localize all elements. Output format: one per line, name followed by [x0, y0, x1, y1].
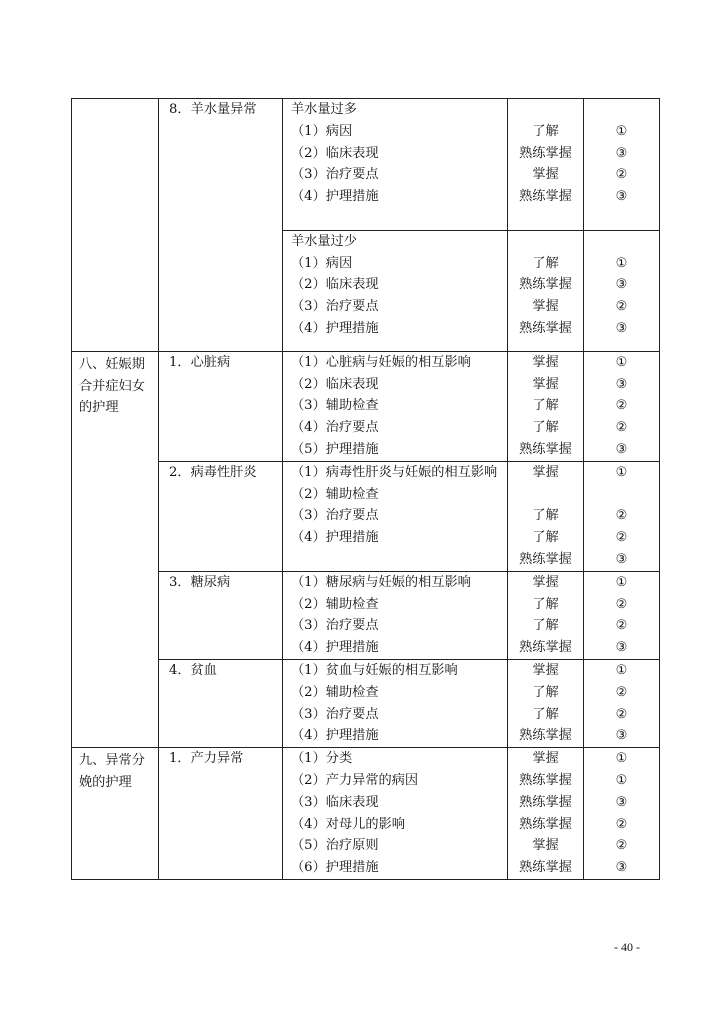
content-line: （3）临床表现	[291, 794, 379, 810]
content-line: （3）辅助检查	[291, 398, 379, 414]
unit-cell: 1．产力异常	[159, 748, 283, 880]
content-line: （4）治疗要点	[291, 420, 379, 436]
content-cell	[283, 99, 508, 231]
content-line: （3）治疗要点	[291, 299, 379, 315]
content-line: （6）护理措施	[291, 860, 379, 876]
level-cell	[584, 571, 660, 659]
content-line: （2）辅助检查	[291, 486, 379, 502]
level-mark: ③	[615, 551, 628, 567]
table-row	[72, 659, 660, 747]
level-mark: ③	[615, 860, 628, 876]
level-mark: ②	[615, 706, 628, 722]
requirement-text: 熟练掌握	[519, 728, 572, 744]
level-mark: ②	[615, 596, 628, 612]
requirement-cell	[508, 461, 584, 571]
content-line: （4）对母儿的影响	[291, 816, 405, 832]
page-number: - 40 -	[614, 940, 640, 954]
content-line: （2）临床表现	[291, 376, 379, 392]
content-cell	[283, 659, 508, 747]
requirement-text: 掌握	[532, 376, 559, 392]
level-mark: ①	[615, 772, 628, 788]
unit-cell: 4．贫血	[159, 659, 283, 747]
level-mark: ①	[615, 662, 628, 678]
level-mark: ①	[615, 751, 628, 767]
level-mark: ②	[615, 398, 628, 414]
level-mark: ②	[615, 816, 628, 832]
content-line: （1）贫血与妊娠的相互影响	[291, 662, 458, 678]
table-row	[72, 99, 660, 231]
level-mark: ②	[615, 618, 628, 634]
requirement-text: 熟练掌握	[519, 441, 572, 457]
chapter-cell: 八、妊娠期合并症妇女的护理	[72, 351, 159, 747]
content-line: （1）糖尿病与妊娠的相互影响	[291, 574, 471, 590]
content-line: （4）护理措施	[291, 728, 379, 744]
content-cell	[283, 571, 508, 659]
requirement-cell	[508, 571, 584, 659]
level-mark: ②	[615, 838, 628, 854]
content-line: （2）辅助检查	[291, 596, 379, 612]
content-line: （3）治疗要点	[291, 167, 379, 183]
content-line: （1）病因	[291, 255, 353, 271]
unit-cell: 3．糖尿病	[159, 571, 283, 659]
content-line: （4）护理措施	[291, 189, 379, 205]
level-mark: ③	[615, 189, 628, 205]
level-mark: ②	[615, 508, 628, 524]
content-line: 羊水量过多	[291, 102, 357, 117]
content-line: （3）治疗要点	[291, 618, 379, 634]
level-mark: ②	[615, 420, 628, 436]
content-line: （2）产力异常的病因	[291, 772, 419, 788]
level-mark: ③	[615, 145, 628, 161]
content-line: （1）分类	[291, 751, 353, 767]
level-mark: ③	[615, 794, 628, 810]
table-row	[72, 351, 660, 461]
requirement-text: 熟练掌握	[519, 551, 572, 567]
requirement-text: 掌握	[532, 354, 559, 370]
content-line: （1）病毒性肝炎与妊娠的相互影响	[291, 464, 498, 480]
content-line: 羊水量过少	[291, 233, 357, 249]
requirement-text: 熟练掌握	[519, 189, 572, 205]
requirement-text: 熟练掌握	[519, 860, 572, 876]
requirement-text: 了解	[532, 618, 559, 634]
table-row	[72, 571, 660, 659]
level-mark: ③	[615, 320, 628, 336]
requirement-cell	[508, 351, 584, 461]
level-mark: ③	[615, 640, 628, 656]
chapter-cell	[72, 99, 159, 352]
content-cell	[283, 230, 508, 351]
content-line: （3）治疗要点	[291, 508, 379, 524]
level-cell	[584, 659, 660, 747]
content-line: （5）护理措施	[291, 441, 379, 457]
level-mark: ②	[615, 299, 628, 315]
content-line: （4）护理措施	[291, 320, 379, 336]
chapter-cell: 九、异常分娩的护理	[72, 748, 159, 880]
requirement-text: 了解	[532, 123, 559, 139]
level-cell	[584, 351, 660, 461]
content-cell	[283, 748, 508, 880]
content-line: （2）临床表现	[291, 277, 379, 293]
requirement-text: 掌握	[532, 662, 559, 678]
requirement-text: 了解	[532, 398, 559, 414]
requirement-text: 熟练掌握	[519, 772, 572, 788]
content-cell	[283, 351, 508, 461]
level-mark: ③	[615, 441, 628, 457]
content-line: （5）治疗原则	[291, 838, 379, 854]
requirement-text: 掌握	[532, 751, 559, 767]
requirement-text: 了解	[532, 255, 559, 271]
content-line: （4）护理措施	[291, 530, 379, 546]
requirement-text: 熟练掌握	[519, 145, 572, 161]
requirement-text: 了解	[532, 420, 559, 436]
requirement-cell	[508, 99, 584, 231]
requirement-text: 掌握	[532, 838, 559, 854]
requirement-text: 掌握	[532, 464, 559, 480]
requirement-text: 了解	[532, 508, 559, 524]
content-line: （1）病因	[291, 123, 353, 139]
level-mark: ③	[615, 277, 628, 293]
content-line: （2）辅助检查	[291, 684, 379, 700]
requirement-text: 熟练掌握	[519, 320, 572, 336]
level-cell	[584, 461, 660, 571]
unit-cell: 2．病毒性肝炎	[159, 461, 283, 571]
requirement-text: 了解	[532, 706, 559, 722]
content-line: （3）治疗要点	[291, 706, 379, 722]
level-mark: ①	[615, 354, 628, 370]
table-row	[72, 748, 660, 880]
level-mark: ①	[615, 123, 628, 139]
requirement-text: 了解	[532, 530, 559, 546]
level-mark: ②	[615, 167, 628, 183]
requirement-text: 熟练掌握	[519, 640, 572, 656]
requirement-text: 掌握	[532, 299, 559, 315]
requirement-text: 了解	[532, 684, 559, 700]
requirement-text: 了解	[532, 596, 559, 612]
level-mark: ①	[615, 255, 628, 271]
level-mark: ②	[615, 530, 628, 546]
level-mark: ①	[615, 464, 628, 480]
requirement-text: 熟练掌握	[519, 277, 572, 293]
level-cell	[584, 748, 660, 880]
content-line: （2）临床表现	[291, 145, 379, 161]
level-mark: ③	[615, 728, 628, 744]
requirement-cell	[508, 748, 584, 880]
requirement-text: 熟练掌握	[519, 794, 572, 810]
syllabus-table	[71, 98, 660, 880]
requirement-text: 熟练掌握	[519, 816, 572, 832]
requirement-cell	[508, 659, 584, 747]
content-line: （1）心脏病与妊娠的相互影响	[291, 354, 471, 370]
requirement-cell	[508, 230, 584, 351]
level-mark: ①	[615, 574, 628, 590]
requirement-text: 掌握	[532, 167, 559, 183]
level-mark: ②	[615, 684, 628, 700]
unit-cell: 8．羊水量异常	[159, 99, 283, 352]
level-cell	[584, 230, 660, 351]
content-line: （4）护理措施	[291, 640, 379, 656]
unit-cell: 1．心脏病	[159, 351, 283, 461]
table-row	[72, 461, 660, 571]
requirement-text: 掌握	[532, 574, 559, 590]
level-mark: ③	[615, 376, 628, 392]
level-cell	[584, 99, 660, 231]
content-cell	[283, 461, 508, 571]
